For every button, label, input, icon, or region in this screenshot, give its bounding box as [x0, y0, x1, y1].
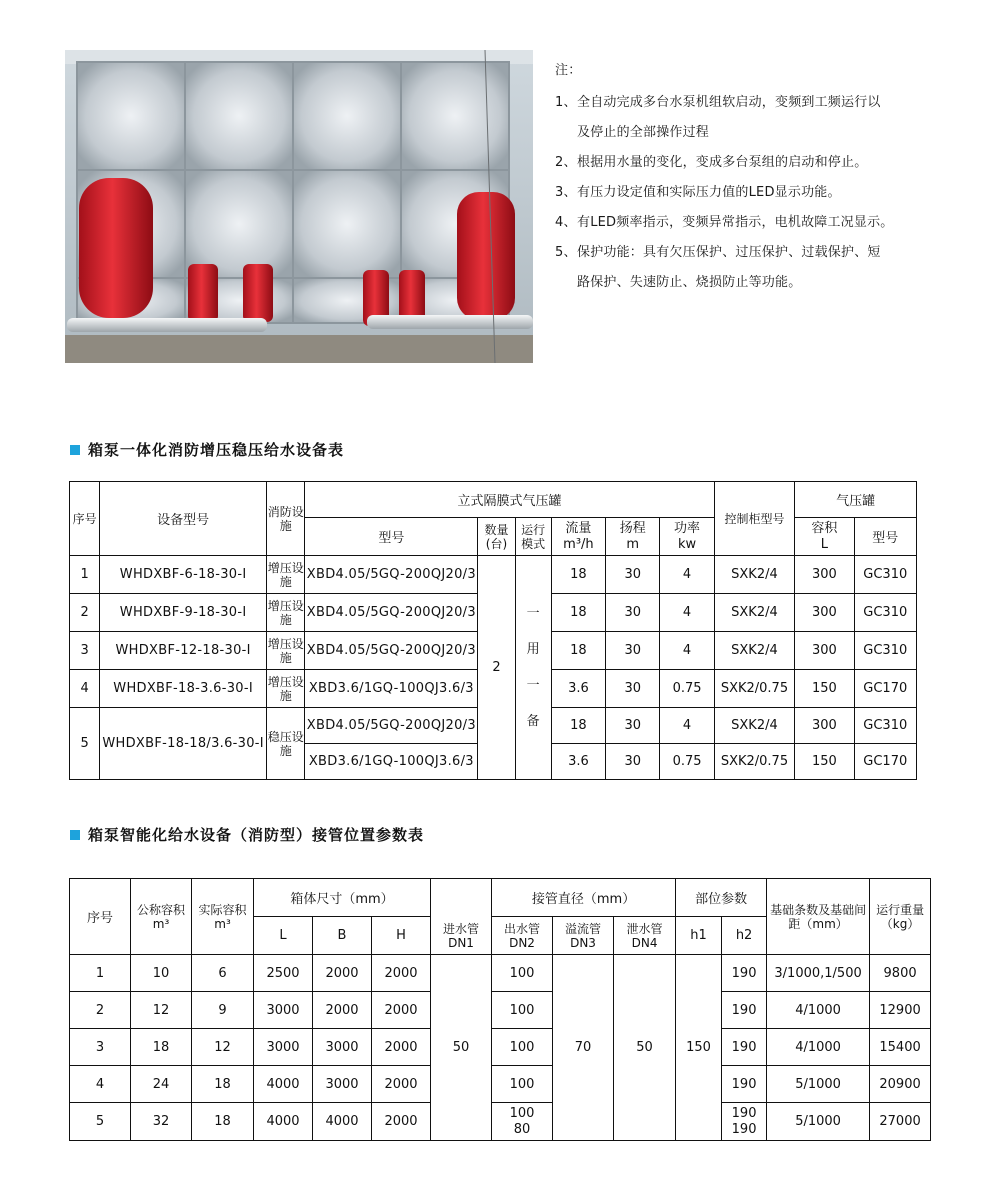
cell-actual: 9	[192, 992, 254, 1029]
cell-flow: 3.6	[551, 670, 605, 708]
pipe-parameter-table	[69, 878, 931, 1141]
note-number: 1、	[555, 95, 577, 110]
cell-cabinet: SXK2/0.75	[714, 670, 794, 708]
cell-power: 4	[660, 632, 714, 670]
table-row	[70, 1103, 931, 1141]
cell-cabinet: SXK2/4	[714, 708, 794, 744]
cell-model: WHDXBF-12-18-30-I	[100, 632, 267, 670]
cell-seq: 3	[70, 632, 100, 670]
cell-nominal: 24	[131, 1066, 192, 1103]
cell-foundation: 5/1000	[767, 1103, 870, 1141]
table-row	[70, 1066, 931, 1103]
cell-foundation: 4/1000	[767, 992, 870, 1029]
cell-cabinet: SXK2/4	[714, 632, 794, 670]
equipment-table	[69, 481, 917, 780]
header-model: 设备型号	[100, 482, 267, 556]
cell-L: 4000	[254, 1066, 313, 1103]
cell-weight: 20900	[870, 1066, 931, 1103]
header-overflow: 溢流管DN3	[553, 917, 614, 955]
cell-volume: 150	[795, 744, 854, 780]
cell-H: 2000	[372, 1103, 431, 1141]
cell-pt-type: GC170	[854, 670, 916, 708]
table1-title-text: 箱泵一体化消防增压稳压给水设备表	[88, 441, 345, 459]
cell-volume: 300	[795, 594, 854, 632]
cell-nominal: 32	[131, 1103, 192, 1141]
header-actual-volume: 实际容积m³	[192, 879, 254, 955]
cell-flow: 18	[551, 556, 605, 594]
cell-volume: 300	[795, 708, 854, 744]
cell-pt-type: GC310	[854, 708, 916, 744]
header-H: H	[372, 917, 431, 955]
note-text: 有LED频率指示，变频异常指示，电机故障工况显示。	[577, 215, 894, 230]
cell-cabinet: SXK2/4	[714, 594, 794, 632]
cell-cabinet: SXK2/0.75	[714, 744, 794, 780]
cell-flow: 18	[551, 594, 605, 632]
header-position: 部位参数	[676, 879, 767, 917]
cell-weight: 9800	[870, 955, 931, 992]
cell-seq: 4	[70, 670, 100, 708]
title-bullet-icon	[70, 445, 80, 455]
header-B: B	[313, 917, 372, 955]
cell-nominal: 10	[131, 955, 192, 992]
cell-type: XBD3.6/1GQ-100QJ3.6/3	[305, 670, 478, 708]
notes-title: 注：	[555, 63, 582, 78]
cell-head: 30	[606, 670, 660, 708]
table-row	[70, 992, 931, 1029]
cell-actual: 12	[192, 1029, 254, 1066]
cell-nominal: 12	[131, 992, 192, 1029]
header-pt-type: 型号	[854, 518, 916, 556]
cell-h1-merged: 150	[676, 955, 722, 1141]
note-number: 4、	[555, 215, 577, 230]
cell-flow: 3.6	[551, 744, 605, 780]
cell-qty-merged: 2	[478, 556, 515, 780]
header-volume: 容积 L	[795, 518, 854, 556]
cell-nominal: 18	[131, 1029, 192, 1066]
cell-pt-type: GC310	[854, 556, 916, 594]
note-text: 根据用水量的变化，变成多台泵组的启动和停止。	[577, 155, 868, 170]
header-foundation: 基础条数及基础间距（mm）	[767, 879, 870, 955]
cell-B: 2000	[313, 955, 372, 992]
cell-type: XBD3.6/1GQ-100QJ3.6/3	[305, 744, 478, 780]
cell-h2: 190	[722, 955, 767, 992]
cell-facility: 增压设施	[267, 670, 305, 708]
cell-h2: 190	[722, 992, 767, 1029]
cell-actual: 6	[192, 955, 254, 992]
cell-power: 4	[660, 556, 714, 594]
cell-outlet: 100 80	[492, 1103, 553, 1141]
title-bullet-icon	[70, 830, 80, 840]
note-item	[555, 208, 975, 238]
cell-h2: 190 190	[722, 1103, 767, 1141]
note-text: 全自动完成多台水泵机组软启动，变频到工频运行以	[577, 95, 881, 110]
cell-foundation: 4/1000	[767, 1029, 870, 1066]
note-text: 有压力设定值和实际压力值的LED显示功能。	[577, 185, 841, 200]
cell-seq: 3	[70, 1029, 131, 1066]
cell-head: 30	[606, 744, 660, 780]
cell-cabinet: SXK2/4	[714, 556, 794, 594]
cell-type: XBD4.05/5GQ-200QJ20/3	[305, 594, 478, 632]
cell-model: WHDXBF-9-18-30-I	[100, 594, 267, 632]
header-inlet: 进水管DN1	[431, 879, 492, 955]
header-h1: h1	[676, 917, 722, 955]
cell-outlet: 100	[492, 1029, 553, 1066]
cell-head: 30	[606, 708, 660, 744]
cell-outlet: 100	[492, 992, 553, 1029]
cell-flow: 18	[551, 632, 605, 670]
note-number: 2、	[555, 155, 577, 170]
note-number: 5、	[555, 245, 577, 260]
cell-model: WHDXBF-6-18-30-I	[100, 556, 267, 594]
cell-model: WHDXBF-18-18/3.6-30-I	[100, 708, 267, 780]
cell-actual: 18	[192, 1066, 254, 1103]
cell-pt-type: GC310	[854, 632, 916, 670]
header-flow: 流量 m³/h	[551, 518, 605, 556]
note-item	[555, 148, 975, 178]
table-row	[70, 955, 931, 992]
cell-H: 2000	[372, 1066, 431, 1103]
cell-power: 0.75	[660, 744, 714, 780]
note-item	[555, 238, 975, 298]
cell-foundation: 5/1000	[767, 1066, 870, 1103]
cell-L: 3000	[254, 992, 313, 1029]
cell-H: 2000	[372, 955, 431, 992]
cell-inlet-merged: 50	[431, 955, 492, 1141]
note-text-continued: 路保护、失速防止、烧损防止等功能。	[577, 275, 802, 290]
cell-outlet: 100	[492, 1066, 553, 1103]
cell-seq: 2	[70, 992, 131, 1029]
cell-volume: 150	[795, 670, 854, 708]
header-seq: 序号	[70, 482, 100, 556]
cell-seq: 4	[70, 1066, 131, 1103]
cell-foundation: 3/1000,1/500	[767, 955, 870, 992]
header-mode: 运行模式	[515, 518, 551, 556]
header-power: 功率 kw	[660, 518, 714, 556]
cell-type: XBD4.05/5GQ-200QJ20/3	[305, 632, 478, 670]
cell-power: 4	[660, 708, 714, 744]
cell-pt-type: GC170	[854, 744, 916, 780]
cell-head: 30	[606, 632, 660, 670]
note-item	[555, 178, 975, 208]
header-nominal-volume: 公称容积m³	[131, 879, 192, 955]
cell-drain-merged: 50	[614, 955, 676, 1141]
header-cabinet: 控制柜型号	[714, 482, 794, 556]
product-photo	[65, 50, 533, 363]
cell-actual: 18	[192, 1103, 254, 1141]
cell-seq: 1	[70, 955, 131, 992]
cell-facility: 增压设施	[267, 632, 305, 670]
note-text-continued: 及停止的全部操作过程	[577, 125, 710, 140]
note-text: 保护功能：具有欠压保护、过压保护、过载保护、短	[577, 245, 881, 260]
cell-facility: 稳压设施	[267, 708, 305, 780]
table2-title	[70, 825, 424, 845]
cell-mode-merged: 一 用 一 备	[515, 556, 551, 780]
cell-volume: 300	[795, 632, 854, 670]
cell-H: 2000	[372, 1029, 431, 1066]
header-L: L	[254, 917, 313, 955]
cell-L: 4000	[254, 1103, 313, 1141]
cell-head: 30	[606, 594, 660, 632]
cell-model: WHDXBF-18-3.6-30-I	[100, 670, 267, 708]
cell-power: 0.75	[660, 670, 714, 708]
cell-h2: 190	[722, 1029, 767, 1066]
header-weight: 运行重量（kg）	[870, 879, 931, 955]
header-seq: 序号	[70, 879, 131, 955]
cell-type: XBD4.05/5GQ-200QJ20/3	[305, 708, 478, 744]
cell-overflow-merged: 70	[553, 955, 614, 1141]
header-pipe-diameter: 接管直径（mm）	[492, 879, 676, 917]
cell-h2: 190	[722, 1066, 767, 1103]
cell-outlet: 100	[492, 955, 553, 992]
cell-B: 3000	[313, 1066, 372, 1103]
cell-power: 4	[660, 594, 714, 632]
cell-B: 3000	[313, 1029, 372, 1066]
cell-weight: 15400	[870, 1029, 931, 1066]
cell-pt-type: GC310	[854, 594, 916, 632]
cell-B: 2000	[313, 992, 372, 1029]
cell-facility: 增压设施	[267, 594, 305, 632]
header-outlet: 出水管DN2	[492, 917, 553, 955]
header-head: 扬程 m	[606, 518, 660, 556]
header-type: 型号	[305, 518, 478, 556]
cell-seq: 2	[70, 594, 100, 632]
table-row	[70, 1029, 931, 1066]
cell-volume: 300	[795, 556, 854, 594]
cell-weight: 27000	[870, 1103, 931, 1141]
header-drain: 泄水管DN4	[614, 917, 676, 955]
cell-seq: 5	[70, 1103, 131, 1141]
note-item	[555, 88, 975, 148]
header-qty: 数量(台)	[478, 518, 515, 556]
cell-seq: 1	[70, 556, 100, 594]
table-row	[70, 556, 917, 594]
cell-facility: 增压设施	[267, 556, 305, 594]
notes-panel	[555, 56, 975, 298]
cell-seq: 5	[70, 708, 100, 780]
header-pressure-tank: 气压罐	[795, 482, 917, 518]
cell-H: 2000	[372, 992, 431, 1029]
table1-title	[70, 440, 344, 460]
header-h2: h2	[722, 917, 767, 955]
cell-head: 30	[606, 556, 660, 594]
water-tank-pump-illustration	[65, 50, 533, 363]
header-box-size: 箱体尺寸（mm）	[254, 879, 431, 917]
header-facility: 消防设施	[267, 482, 305, 556]
table2-title-text: 箱泵智能化给水设备（消防型）接管位置参数表	[88, 826, 425, 844]
cell-weight: 12900	[870, 992, 931, 1029]
header-tank-group: 立式隔膜式气压罐	[305, 482, 714, 518]
note-number: 3、	[555, 185, 577, 200]
cell-flow: 18	[551, 708, 605, 744]
cell-L: 2500	[254, 955, 313, 992]
cell-B: 4000	[313, 1103, 372, 1141]
cell-type: XBD4.05/5GQ-200QJ20/3	[305, 556, 478, 594]
cell-L: 3000	[254, 1029, 313, 1066]
